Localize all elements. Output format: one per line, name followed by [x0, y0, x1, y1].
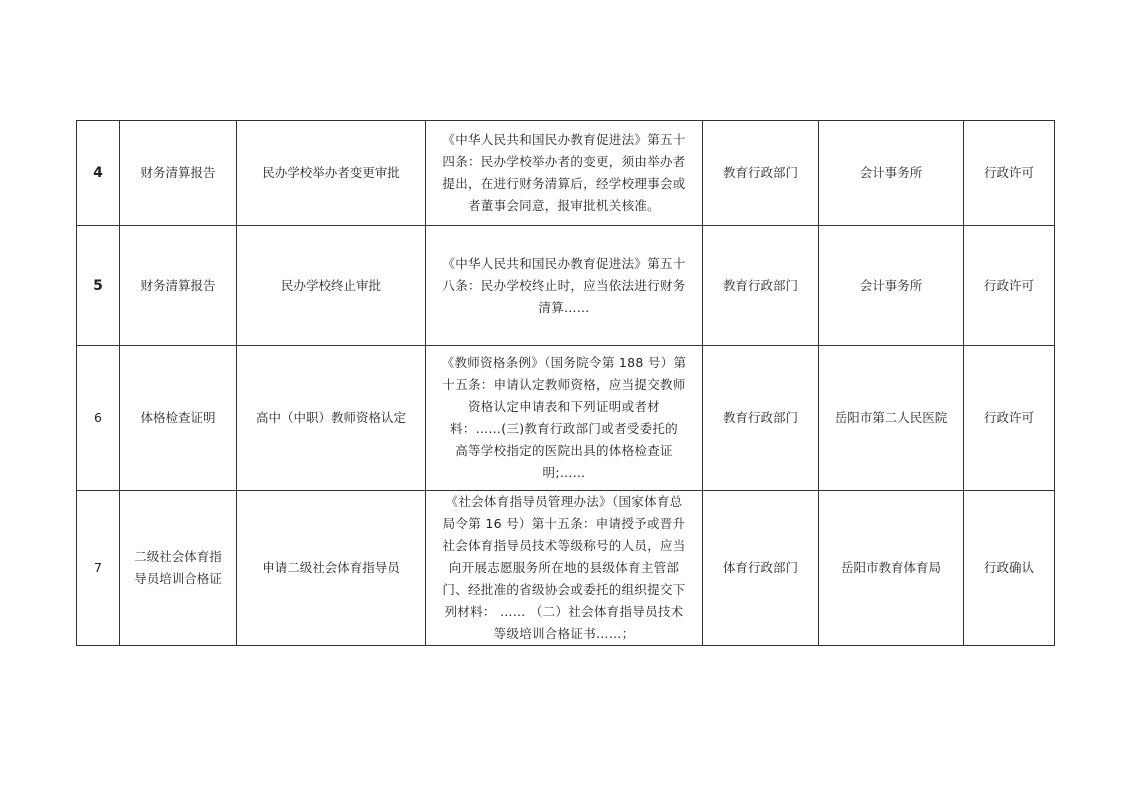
item-cell: 民办学校终止审批 — [237, 226, 426, 346]
basis-line: 《教师资格条例》（国务院令第 188 号）第 — [441, 355, 687, 370]
basis-cell — [426, 226, 703, 346]
material-cell: 二级社会体育指导员培训合格证 — [120, 491, 237, 646]
provider-cell: 会计事务所 — [819, 121, 964, 226]
item-cell: 民办学校举办者变更审批 — [237, 121, 426, 226]
table-row — [77, 491, 1055, 646]
type-cell: 行政许可 — [964, 121, 1055, 226]
basis-cell — [426, 346, 703, 491]
row-number: 7 — [77, 491, 120, 646]
basis-line: 《社会体育指导员管理办法》（国家体育总 — [445, 494, 683, 509]
table-row — [77, 346, 1055, 491]
table-row — [77, 226, 1055, 346]
material-cell: 体格检查证明 — [120, 346, 237, 491]
row-number: 4 — [77, 121, 120, 226]
provider-cell: 岳阳市第二人民医院 — [819, 346, 964, 491]
basis-line: 门、经批准的省级协会或委托的组织提交下 — [442, 582, 686, 597]
type-cell: 行政许可 — [964, 226, 1055, 346]
basis-line: 者董事会同意，报审批机关核准。 — [467, 198, 660, 213]
basis-line: 四条：民办学校举办者的变更，须由举办者 — [442, 154, 686, 169]
basis-line: 高等学校指定的医院出具的体格检查证 — [455, 443, 673, 458]
provider-cell: 会计事务所 — [819, 226, 964, 346]
basis-line: 清算…… — [538, 299, 590, 315]
basis-cell — [426, 491, 703, 646]
basis-line: 八条：民办学校终止时，应当依法进行财务 — [442, 277, 686, 293]
type-cell: 行政确认 — [964, 491, 1055, 646]
item-cell: 申请二级社会体育指导员 — [237, 491, 426, 646]
basis-line: 资格认定申请表和下列证明或者材 — [467, 399, 660, 414]
basis-line: 《中华人民共和国民办教育促进法》第五十 — [442, 255, 686, 271]
basis-line: 列材料： …… （二）社会体育指导员技术 — [444, 604, 684, 619]
department-cell: 教育行政部门 — [703, 346, 819, 491]
item-cell: 高中（中职）教师资格认定 — [237, 346, 426, 491]
basis-line: 等级培训合格证书……； — [493, 626, 635, 641]
table-row — [77, 121, 1055, 226]
basis-cell — [426, 121, 703, 226]
basis-line: 《中华人民共和国民办教育促进法》第五十 — [442, 132, 686, 147]
material-cell: 财务清算报告 — [120, 121, 237, 226]
row-number: 6 — [77, 346, 120, 491]
provider-cell: 岳阳市教育体育局 — [819, 491, 964, 646]
basis-line: 十五条：申请认定教师资格，应当提交教师 — [442, 377, 686, 392]
basis-line: 局令第 16 号）第十五条：申请授予或晋升 — [442, 516, 686, 531]
basis-line: 料：……(三)教育行政部门或者受委托的 — [450, 421, 678, 436]
material-cell: 财务清算报告 — [120, 226, 237, 346]
row-number: 5 — [77, 226, 120, 346]
department-cell: 教育行政部门 — [703, 226, 819, 346]
basis-line: 明;…… — [542, 465, 586, 480]
basis-line: 社会体育指导员技术等级称号的人员，应当 — [442, 538, 686, 553]
basis-line: 提出，在进行财务清算后，经学校理事会或 — [442, 176, 686, 191]
basis-line: 向开展志愿服务所在地的县级体育主管部 — [448, 560, 680, 575]
type-cell: 行政许可 — [964, 346, 1055, 491]
items-table — [76, 120, 1055, 646]
department-cell: 体育行政部门 — [703, 491, 819, 646]
department-cell: 教育行政部门 — [703, 121, 819, 226]
